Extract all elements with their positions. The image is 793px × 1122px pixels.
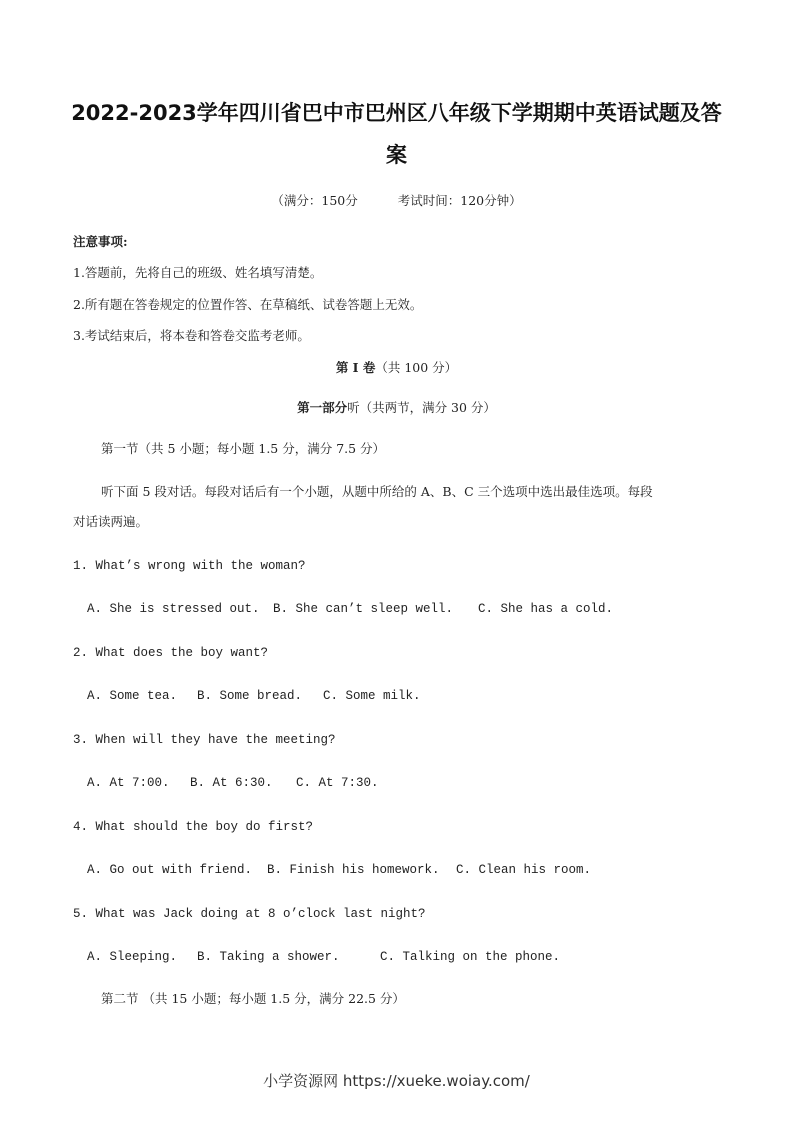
answer-option: B. Taking a shower.	[197, 950, 340, 964]
section1-heading: 第一节（共 5 小题；每小题 1.5 分，满分 7.5 分）	[101, 441, 386, 456]
instructions-line1: 听下面 5 段对话。每段对话后有一个小题，从题中所给的 A、B、C 三个选项中选出最佳选项。每段	[101, 484, 653, 499]
answer-option: A. Some tea.	[87, 689, 178, 703]
answer-option: A. She is stressed out.	[87, 602, 260, 616]
section2-heading: 第二节 （共 15 小题；每小题 1.5 分，满分 22.5 分）	[101, 991, 405, 1006]
score-info: （满分：150分	[271, 193, 358, 208]
volume-heading	[0, 360, 793, 376]
part-desc: 听（共两节，满分 30 分）	[347, 400, 496, 415]
answer-option: C. Some milk.	[323, 689, 421, 703]
answer-option: B. Finish his homework.	[267, 863, 440, 877]
question-text: 3. When will they have the meeting?	[73, 733, 336, 747]
volume-score: （共 100 分）	[375, 360, 458, 375]
notice-item: 3.考试结束后，将本卷和答卷交监考老师。	[73, 328, 310, 343]
notice-item: 2.所有题在答卷规定的位置作答、在草稿纸、试卷答题上无效。	[73, 297, 423, 312]
document-title-line1: 2022-2023学年四川省巴中市巴州区八年级下学期期中英语试题及答	[71, 101, 722, 125]
question-text: 1. What’s wrong with the woman?	[73, 559, 306, 573]
answer-option: C. Clean his room.	[456, 863, 592, 877]
answer-option: B. At 6:30.	[190, 776, 273, 790]
document-title-line2: 案	[386, 143, 407, 167]
answer-option: A. Go out with friend.	[87, 863, 253, 877]
answer-option: A. Sleeping.	[87, 950, 178, 964]
volume-label: 第 I 卷	[335, 360, 376, 375]
part-label: 第一部分	[297, 400, 348, 415]
answer-option: C. At 7:30.	[296, 776, 379, 790]
time-info: 考试时间：120分钟）	[397, 193, 522, 208]
question-text: 5. What was Jack doing at 8 o’clock last night?	[73, 907, 426, 921]
answer-option: B. She can’t sleep well.	[273, 602, 454, 616]
question-text: 2. What does the boy want?	[73, 646, 269, 660]
question-text: 4. What should the boy do first?	[73, 820, 314, 834]
answer-option: A. At 7:00.	[87, 776, 170, 790]
instructions-line2: 对话读两遍。	[73, 514, 149, 529]
part-heading	[0, 400, 793, 416]
footer-watermark: 小学资源网 https://xueke.woiay.com/	[263, 1072, 530, 1090]
answer-option: B. Some bread.	[197, 689, 303, 703]
exam-info	[0, 193, 793, 209]
answer-option: C. Talking on the phone.	[380, 950, 561, 964]
answer-option: C. She has a cold.	[478, 602, 614, 616]
notice-item: 1.答题前，先将自己的班级、姓名填写清楚。	[73, 265, 323, 280]
notice-heading: 注意事项:	[73, 234, 128, 249]
